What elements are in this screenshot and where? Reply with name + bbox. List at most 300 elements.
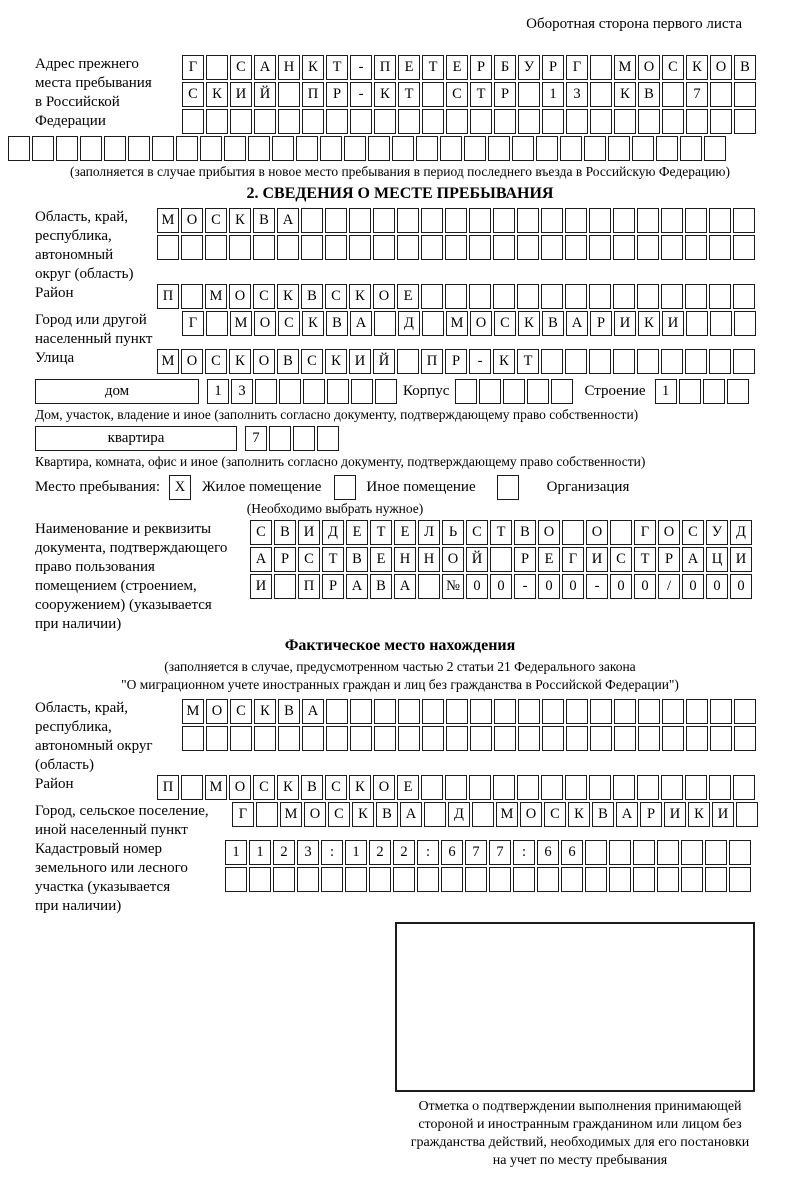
char-box[interactable]: Ь <box>442 520 464 545</box>
char-box[interactable] <box>537 867 559 892</box>
char-box[interactable] <box>733 235 755 260</box>
char-box[interactable]: Т <box>490 520 512 545</box>
char-box[interactable]: 1 <box>207 379 229 404</box>
char-box[interactable]: С <box>328 802 350 827</box>
char-box[interactable]: С <box>182 82 204 107</box>
char-box[interactable] <box>662 726 684 751</box>
char-box[interactable] <box>374 109 396 134</box>
char-box[interactable] <box>733 775 755 800</box>
char-box[interactable] <box>541 208 563 233</box>
char-box[interactable]: В <box>277 349 299 374</box>
char-box[interactable]: Г <box>232 802 254 827</box>
char-box[interactable]: В <box>346 547 368 572</box>
char-box[interactable]: Р <box>326 82 348 107</box>
char-box[interactable]: Е <box>398 55 420 80</box>
char-box[interactable] <box>273 867 295 892</box>
char-box[interactable] <box>479 379 501 404</box>
char-box[interactable]: Й <box>254 82 276 107</box>
char-box[interactable] <box>512 136 534 161</box>
char-box[interactable] <box>609 867 631 892</box>
char-box[interactable]: Е <box>397 775 419 800</box>
char-box[interactable] <box>590 55 612 80</box>
char-box[interactable]: О <box>710 55 732 80</box>
char-box[interactable] <box>350 699 372 724</box>
char-box[interactable]: К <box>254 699 276 724</box>
char-box[interactable] <box>422 82 444 107</box>
char-box[interactable]: О <box>181 208 203 233</box>
char-box[interactable]: К <box>493 349 515 374</box>
char-box[interactable] <box>229 235 251 260</box>
char-box[interactable] <box>613 775 635 800</box>
char-box[interactable]: С <box>446 82 468 107</box>
char-box[interactable] <box>293 426 315 451</box>
char-box[interactable] <box>224 136 246 161</box>
char-box[interactable]: О <box>520 802 542 827</box>
char-box[interactable]: О <box>658 520 680 545</box>
char-box[interactable] <box>418 574 440 599</box>
char-box[interactable]: С <box>298 547 320 572</box>
char-box[interactable] <box>633 867 655 892</box>
char-box[interactable]: А <box>394 574 416 599</box>
char-box[interactable] <box>729 867 751 892</box>
char-box[interactable]: К <box>302 311 324 336</box>
char-box[interactable] <box>301 235 323 260</box>
char-box[interactable]: С <box>278 311 300 336</box>
char-box[interactable]: А <box>682 547 704 572</box>
char-box[interactable] <box>488 136 510 161</box>
char-box[interactable] <box>541 284 563 309</box>
organization-checkbox[interactable] <box>497 475 519 500</box>
char-box[interactable] <box>656 136 678 161</box>
char-box[interactable]: М <box>157 349 179 374</box>
char-box[interactable] <box>685 349 707 374</box>
char-box[interactable] <box>398 726 420 751</box>
char-box[interactable] <box>566 109 588 134</box>
char-box[interactable]: В <box>301 775 323 800</box>
char-box[interactable]: Р <box>445 349 467 374</box>
char-box[interactable] <box>709 349 731 374</box>
char-box[interactable]: : <box>513 840 535 865</box>
char-box[interactable] <box>398 699 420 724</box>
char-box[interactable] <box>445 208 467 233</box>
char-box[interactable]: 1 <box>655 379 677 404</box>
char-box[interactable] <box>657 867 679 892</box>
char-box[interactable] <box>326 109 348 134</box>
char-box[interactable] <box>561 867 583 892</box>
char-box[interactable] <box>613 235 635 260</box>
char-box[interactable] <box>446 699 468 724</box>
char-box[interactable] <box>464 136 486 161</box>
char-box[interactable]: - <box>350 82 372 107</box>
char-box[interactable]: К <box>229 349 251 374</box>
char-box[interactable]: К <box>325 349 347 374</box>
char-box[interactable] <box>345 867 367 892</box>
char-box[interactable] <box>542 699 564 724</box>
char-box[interactable] <box>566 726 588 751</box>
char-box[interactable]: 1 <box>345 840 367 865</box>
char-box[interactable] <box>518 109 540 134</box>
char-box[interactable]: С <box>230 55 252 80</box>
char-box[interactable]: О <box>254 311 276 336</box>
char-box[interactable]: С <box>253 775 275 800</box>
char-box[interactable] <box>662 109 684 134</box>
char-box[interactable] <box>589 208 611 233</box>
char-box[interactable] <box>565 775 587 800</box>
char-box[interactable] <box>494 726 516 751</box>
char-box[interactable] <box>614 726 636 751</box>
char-box[interactable] <box>729 840 751 865</box>
char-box[interactable]: 1 <box>225 840 247 865</box>
char-box[interactable]: С <box>466 520 488 545</box>
char-box[interactable] <box>326 726 348 751</box>
char-box[interactable]: А <box>400 802 422 827</box>
char-box[interactable] <box>589 349 611 374</box>
char-box[interactable] <box>393 867 415 892</box>
char-box[interactable] <box>709 235 731 260</box>
char-box[interactable] <box>470 109 492 134</box>
char-box[interactable]: А <box>350 311 372 336</box>
char-box[interactable]: Г <box>566 55 588 80</box>
char-box[interactable] <box>518 82 540 107</box>
char-box[interactable] <box>662 699 684 724</box>
char-box[interactable] <box>493 284 515 309</box>
char-box[interactable]: / <box>658 574 680 599</box>
char-box[interactable] <box>182 726 204 751</box>
char-box[interactable]: К <box>638 311 660 336</box>
char-box[interactable] <box>152 136 174 161</box>
char-box[interactable] <box>269 426 291 451</box>
char-box[interactable]: С <box>230 699 252 724</box>
char-box[interactable] <box>733 284 755 309</box>
char-box[interactable] <box>278 82 300 107</box>
char-box[interactable] <box>638 699 660 724</box>
char-box[interactable] <box>518 726 540 751</box>
char-box[interactable]: : <box>321 840 343 865</box>
char-box[interactable]: К <box>277 775 299 800</box>
char-box[interactable] <box>446 109 468 134</box>
char-box[interactable] <box>279 379 301 404</box>
char-box[interactable]: Т <box>326 55 348 80</box>
char-box[interactable] <box>734 311 756 336</box>
char-box[interactable]: 0 <box>682 574 704 599</box>
char-box[interactable]: А <box>616 802 638 827</box>
char-box[interactable]: У <box>518 55 540 80</box>
char-box[interactable]: У <box>706 520 728 545</box>
char-box[interactable] <box>610 520 632 545</box>
char-box[interactable]: П <box>157 775 179 800</box>
char-box[interactable]: О <box>538 520 560 545</box>
char-box[interactable] <box>230 726 252 751</box>
char-box[interactable] <box>710 726 732 751</box>
char-box[interactable]: Й <box>373 349 395 374</box>
char-box[interactable] <box>661 235 683 260</box>
char-box[interactable] <box>373 235 395 260</box>
char-box[interactable] <box>657 840 679 865</box>
char-box[interactable] <box>704 136 726 161</box>
char-box[interactable] <box>709 208 731 233</box>
char-box[interactable] <box>325 208 347 233</box>
char-box[interactable] <box>614 109 636 134</box>
char-box[interactable] <box>681 867 703 892</box>
char-box[interactable]: Г <box>562 547 584 572</box>
char-box[interactable]: Н <box>278 55 300 80</box>
char-box[interactable] <box>736 802 758 827</box>
char-box[interactable] <box>303 379 325 404</box>
char-box[interactable] <box>661 208 683 233</box>
char-box[interactable] <box>527 379 549 404</box>
char-box[interactable] <box>421 235 443 260</box>
char-box[interactable] <box>589 235 611 260</box>
char-box[interactable]: С <box>325 284 347 309</box>
char-box[interactable]: 0 <box>490 574 512 599</box>
char-box[interactable] <box>176 136 198 161</box>
char-box[interactable]: Д <box>398 311 420 336</box>
char-box[interactable]: М <box>230 311 252 336</box>
char-box[interactable] <box>637 208 659 233</box>
char-box[interactable]: 1 <box>542 82 564 107</box>
char-box[interactable]: Г <box>182 311 204 336</box>
char-box[interactable] <box>493 775 515 800</box>
char-box[interactable]: 6 <box>537 840 559 865</box>
char-box[interactable] <box>230 109 252 134</box>
char-box[interactable] <box>685 284 707 309</box>
char-box[interactable]: С <box>250 520 272 545</box>
char-box[interactable] <box>301 208 323 233</box>
char-box[interactable] <box>562 520 584 545</box>
char-box[interactable] <box>490 547 512 572</box>
char-box[interactable] <box>710 82 732 107</box>
char-box[interactable] <box>542 726 564 751</box>
char-box[interactable] <box>325 235 347 260</box>
char-box[interactable]: Е <box>394 520 416 545</box>
char-box[interactable] <box>661 284 683 309</box>
char-box[interactable] <box>351 379 373 404</box>
char-box[interactable]: К <box>349 775 371 800</box>
char-box[interactable]: Д <box>322 520 344 545</box>
char-box[interactable]: М <box>205 775 227 800</box>
char-box[interactable]: М <box>280 802 302 827</box>
char-box[interactable]: О <box>304 802 326 827</box>
char-box[interactable]: 3 <box>231 379 253 404</box>
char-box[interactable]: 7 <box>465 840 487 865</box>
char-box[interactable]: Т <box>470 82 492 107</box>
char-box[interactable] <box>590 699 612 724</box>
char-box[interactable]: И <box>250 574 272 599</box>
char-box[interactable]: П <box>374 55 396 80</box>
char-box[interactable] <box>320 136 342 161</box>
char-box[interactable] <box>734 82 756 107</box>
char-box[interactable] <box>249 867 271 892</box>
char-box[interactable]: С <box>494 311 516 336</box>
char-box[interactable] <box>206 726 228 751</box>
char-box[interactable]: : <box>417 840 439 865</box>
char-box[interactable]: К <box>229 208 251 233</box>
char-box[interactable] <box>709 775 731 800</box>
char-box[interactable] <box>590 82 612 107</box>
char-box[interactable]: 0 <box>730 574 752 599</box>
char-box[interactable] <box>637 284 659 309</box>
char-box[interactable]: М <box>614 55 636 80</box>
char-box[interactable]: М <box>446 311 468 336</box>
char-box[interactable] <box>680 136 702 161</box>
char-box[interactable] <box>494 699 516 724</box>
char-box[interactable] <box>206 311 228 336</box>
char-box[interactable] <box>274 574 296 599</box>
char-box[interactable]: К <box>374 82 396 107</box>
char-box[interactable] <box>344 136 366 161</box>
char-box[interactable] <box>445 235 467 260</box>
char-box[interactable] <box>182 109 204 134</box>
char-box[interactable]: Т <box>517 349 539 374</box>
char-box[interactable] <box>541 349 563 374</box>
char-box[interactable] <box>422 109 444 134</box>
char-box[interactable]: № <box>442 574 464 599</box>
char-box[interactable]: А <box>254 55 276 80</box>
char-box[interactable]: В <box>542 311 564 336</box>
char-box[interactable] <box>585 867 607 892</box>
char-box[interactable]: Ц <box>706 547 728 572</box>
char-box[interactable] <box>584 136 606 161</box>
char-box[interactable] <box>727 379 749 404</box>
char-box[interactable]: И <box>730 547 752 572</box>
char-box[interactable]: В <box>370 574 392 599</box>
char-box[interactable] <box>398 109 420 134</box>
char-box[interactable] <box>350 726 372 751</box>
char-box[interactable]: О <box>229 775 251 800</box>
char-box[interactable] <box>590 109 612 134</box>
char-box[interactable]: 6 <box>561 840 583 865</box>
char-box[interactable]: О <box>638 55 660 80</box>
char-box[interactable]: С <box>301 349 323 374</box>
char-box[interactable]: О <box>229 284 251 309</box>
char-box[interactable] <box>254 726 276 751</box>
char-box[interactable] <box>157 235 179 260</box>
char-box[interactable] <box>638 726 660 751</box>
char-box[interactable] <box>613 284 635 309</box>
char-box[interactable] <box>350 109 372 134</box>
char-box[interactable] <box>421 208 443 233</box>
apartment-word-box[interactable]: квартира <box>35 426 237 451</box>
char-box[interactable] <box>686 311 708 336</box>
char-box[interactable] <box>104 136 126 161</box>
char-box[interactable]: Р <box>322 574 344 599</box>
char-box[interactable] <box>253 235 275 260</box>
char-box[interactable] <box>349 235 371 260</box>
char-box[interactable] <box>374 699 396 724</box>
char-box[interactable] <box>421 775 443 800</box>
char-box[interactable]: Т <box>322 547 344 572</box>
char-box[interactable] <box>469 284 491 309</box>
char-box[interactable]: К <box>352 802 374 827</box>
char-box[interactable]: 3 <box>297 840 319 865</box>
char-box[interactable] <box>469 208 491 233</box>
char-box[interactable] <box>321 867 343 892</box>
char-box[interactable]: Т <box>370 520 392 545</box>
char-box[interactable] <box>503 379 525 404</box>
char-box[interactable]: В <box>734 55 756 80</box>
char-box[interactable]: Т <box>422 55 444 80</box>
char-box[interactable] <box>374 311 396 336</box>
char-box[interactable]: В <box>301 284 323 309</box>
char-box[interactable]: П <box>421 349 443 374</box>
char-box[interactable]: 2 <box>393 840 415 865</box>
char-box[interactable]: С <box>205 349 227 374</box>
char-box[interactable] <box>469 235 491 260</box>
char-box[interactable] <box>565 284 587 309</box>
char-box[interactable] <box>608 136 630 161</box>
char-box[interactable]: 1 <box>249 840 271 865</box>
char-box[interactable] <box>493 235 515 260</box>
char-box[interactable]: К <box>518 311 540 336</box>
char-box[interactable]: О <box>373 284 395 309</box>
char-box[interactable]: О <box>373 775 395 800</box>
char-box[interactable] <box>517 284 539 309</box>
char-box[interactable]: О <box>181 349 203 374</box>
char-box[interactable] <box>551 379 573 404</box>
char-box[interactable] <box>565 208 587 233</box>
char-box[interactable] <box>278 109 300 134</box>
char-box[interactable] <box>248 136 270 161</box>
char-box[interactable] <box>445 284 467 309</box>
char-box[interactable] <box>421 284 443 309</box>
char-box[interactable]: К <box>688 802 710 827</box>
char-box[interactable]: К <box>349 284 371 309</box>
char-box[interactable] <box>181 775 203 800</box>
char-box[interactable]: 6 <box>441 840 463 865</box>
char-box[interactable]: А <box>566 311 588 336</box>
char-box[interactable] <box>424 802 446 827</box>
char-box[interactable] <box>416 136 438 161</box>
char-box[interactable]: В <box>326 311 348 336</box>
char-box[interactable] <box>470 726 492 751</box>
char-box[interactable]: Й <box>466 547 488 572</box>
char-box[interactable]: Г <box>634 520 656 545</box>
char-box[interactable] <box>686 109 708 134</box>
char-box[interactable] <box>705 840 727 865</box>
char-box[interactable]: М <box>496 802 518 827</box>
char-box[interactable] <box>734 109 756 134</box>
char-box[interactable] <box>200 136 222 161</box>
char-box[interactable]: Р <box>640 802 662 827</box>
char-box[interactable]: 2 <box>273 840 295 865</box>
char-box[interactable]: М <box>205 284 227 309</box>
char-box[interactable]: О <box>206 699 228 724</box>
house-word-box[interactable]: дом <box>35 379 199 404</box>
char-box[interactable]: И <box>614 311 636 336</box>
char-box[interactable] <box>373 208 395 233</box>
char-box[interactable]: 0 <box>538 574 560 599</box>
char-box[interactable] <box>422 699 444 724</box>
char-box[interactable]: И <box>664 802 686 827</box>
char-box[interactable] <box>225 867 247 892</box>
char-box[interactable] <box>56 136 78 161</box>
char-box[interactable] <box>397 208 419 233</box>
char-box[interactable]: А <box>277 208 299 233</box>
char-box[interactable] <box>679 379 701 404</box>
char-box[interactable]: 7 <box>245 426 267 451</box>
char-box[interactable]: 0 <box>610 574 632 599</box>
char-box[interactable] <box>513 867 535 892</box>
char-box[interactable] <box>709 284 731 309</box>
char-box[interactable]: Г <box>182 55 204 80</box>
char-box[interactable] <box>470 699 492 724</box>
char-box[interactable]: П <box>157 284 179 309</box>
char-box[interactable] <box>590 726 612 751</box>
char-box[interactable] <box>686 726 708 751</box>
char-box[interactable] <box>326 699 348 724</box>
char-box[interactable] <box>565 349 587 374</box>
char-box[interactable] <box>446 726 468 751</box>
